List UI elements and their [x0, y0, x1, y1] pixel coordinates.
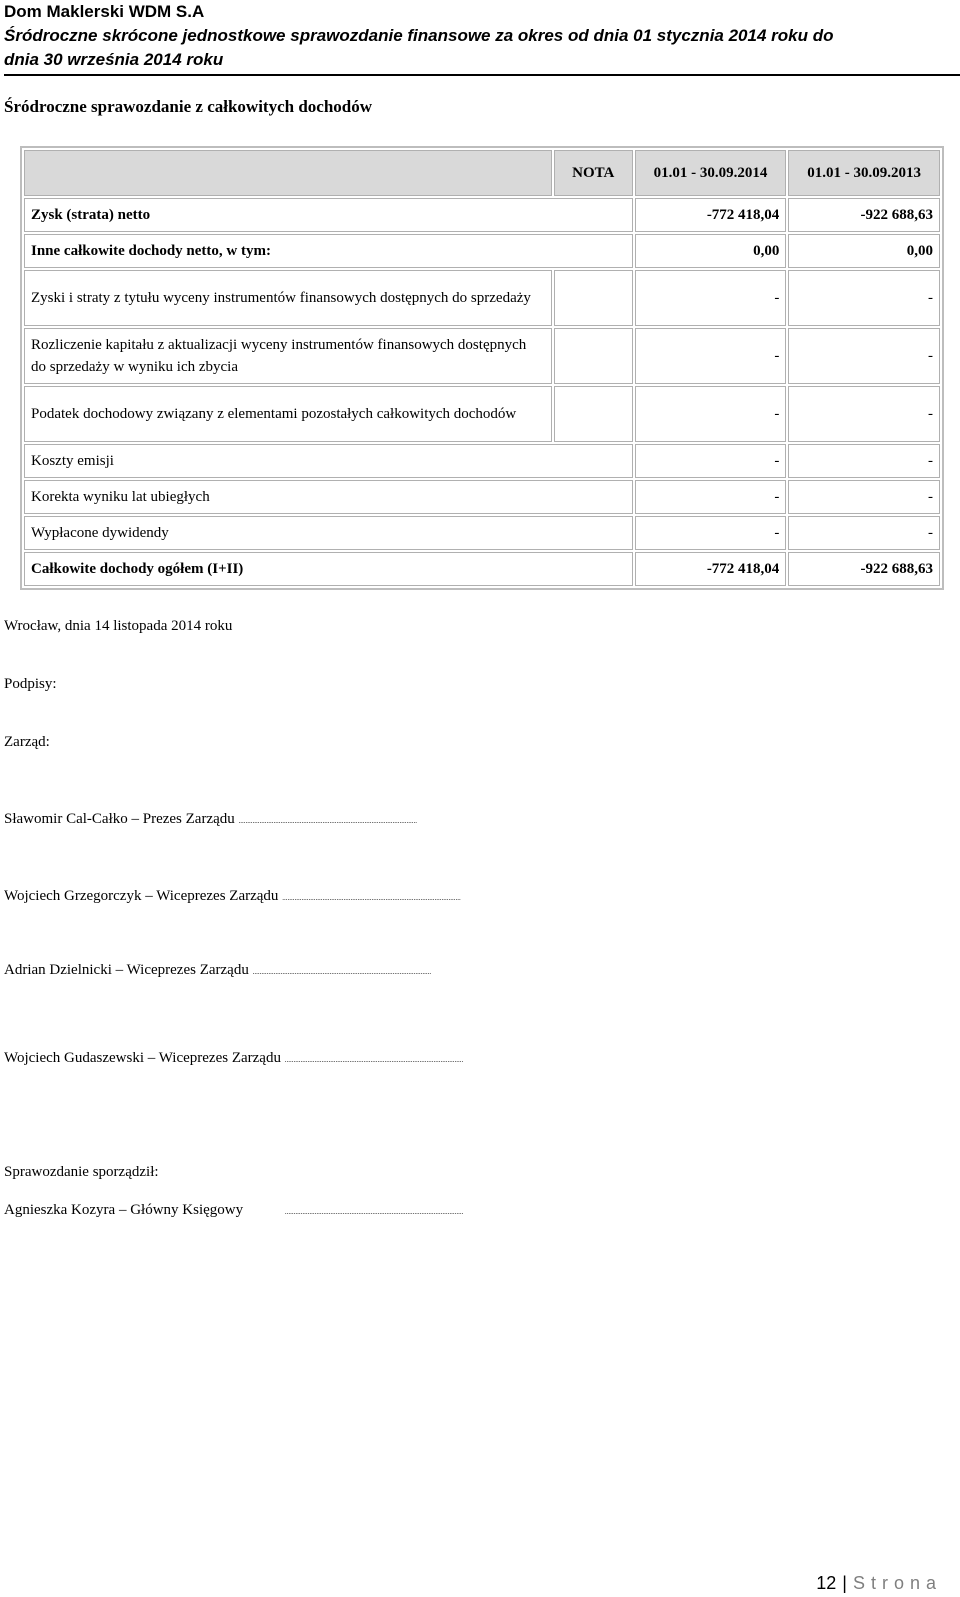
row-value-2013: - — [788, 444, 940, 478]
signature-dots: ...................................................................................................... — [284, 1056, 464, 1064]
footer-separator: | — [842, 1573, 847, 1593]
board-label: Zarząd: — [4, 734, 50, 750]
row-label: Rozliczenie kapitału z aktualizacji wyceny instrumentów finansowych dostępnych do sprzedaży w wyniku ich zbycia — [24, 328, 552, 384]
table-row — [24, 234, 940, 268]
preparer-name: Agnieszka Kozyra – Główny Księgowy — [4, 1202, 244, 1218]
table-row — [24, 552, 940, 586]
preparer-line — [4, 1202, 463, 1219]
signatures-label: Podpisy: — [4, 676, 57, 692]
row-label: Wypłacone dywidendy — [24, 516, 633, 550]
section-title: Śródroczne sprawozdanie z całkowitych dochodów — [4, 97, 373, 116]
table-row — [24, 386, 940, 442]
header-nota: NOTA — [554, 150, 633, 196]
signatory-line — [4, 962, 431, 979]
header-divider — [4, 74, 960, 76]
document-header — [4, 0, 960, 72]
row-nota — [554, 328, 633, 384]
table-row — [24, 480, 940, 514]
signatory-line — [4, 888, 461, 905]
signatory-name: Sławomir Cal-Całko – Prezes Zarządu — [4, 811, 235, 827]
prepared-by-label: Sprawozdanie sporządził: — [4, 1164, 159, 1180]
signatory-line — [4, 811, 417, 828]
signature-dots: ...................................................................................................... — [282, 894, 461, 902]
row-value-2014: - — [635, 480, 787, 514]
row-value-2013: 0,00 — [788, 234, 940, 268]
table-row — [24, 270, 940, 326]
row-label: Korekta wyniku lat ubiegłych — [24, 480, 633, 514]
comprehensive-income-table — [20, 146, 944, 590]
row-value-2014: - — [635, 328, 787, 384]
row-value-2014: - — [635, 444, 787, 478]
row-value-2013: - — [788, 386, 940, 442]
row-label: Podatek dochodowy związany z elementami pozostałych całkowitych dochodów — [24, 386, 552, 442]
row-value-2014: -772 418,04 — [635, 552, 787, 586]
row-label: Inne całkowite dochody netto, w tym: — [24, 234, 633, 268]
row-value-2014: - — [635, 270, 787, 326]
signatory-line — [4, 1050, 463, 1067]
row-value-2014: 0,00 — [635, 234, 787, 268]
report-title-line-1: Śródroczne skrócone jednostkowe sprawozdanie finansowe za okres od dnia 01 stycznia 2014 roku do — [4, 26, 834, 45]
page-number: 12 — [816, 1573, 837, 1593]
header-period-2013: 01.01 - 30.09.2013 — [788, 150, 940, 196]
signature-dots: ...................................................................................................... — [238, 817, 418, 825]
place-and-date: Wrocław, dnia 14 listopada 2014 roku — [4, 618, 233, 634]
row-value-2014: - — [635, 386, 787, 442]
row-label: Całkowite dochody ogółem (I+II) — [24, 552, 633, 586]
table-row — [24, 198, 940, 232]
row-value-2014: - — [635, 516, 787, 550]
signature-dots: ...................................................................................................... — [284, 1208, 464, 1216]
row-value-2013: - — [788, 480, 940, 514]
page-label: Strona — [852, 1573, 942, 1593]
row-value-2014: -772 418,04 — [635, 198, 787, 232]
row-value-2013: - — [788, 516, 940, 550]
signatory-name: Adrian Dzielnicki – Wiceprezes Zarządu — [4, 962, 249, 978]
row-value-2013: -922 688,63 — [788, 198, 940, 232]
table-row — [24, 444, 940, 478]
row-value-2013: - — [788, 270, 940, 326]
row-value-2013: -922 688,63 — [788, 552, 940, 586]
report-title-line-2: dnia 30 września 2014 roku — [4, 50, 224, 69]
row-nota — [554, 270, 633, 326]
page-footer — [816, 1573, 942, 1594]
row-label: Zyski i straty z tytułu wyceny instrumentów finansowych dostępnych do sprzedaży — [24, 270, 552, 326]
table-row — [24, 516, 940, 550]
row-label: Koszty emisji — [24, 444, 633, 478]
table-header-row — [24, 150, 940, 196]
company-name: Dom Maklerski WDM S.A — [4, 2, 205, 21]
header-blank-cell — [24, 150, 552, 196]
signatory-name: Wojciech Gudaszewski – Wiceprezes Zarządu — [4, 1050, 281, 1066]
row-value-2013: - — [788, 328, 940, 384]
signatory-name: Wojciech Grzegorczyk – Wiceprezes Zarządu — [4, 888, 279, 904]
signature-dots: ...................................................................................................... — [252, 968, 432, 976]
table-row — [24, 328, 940, 384]
row-label: Zysk (strata) netto — [24, 198, 633, 232]
header-period-2014: 01.01 - 30.09.2014 — [635, 150, 787, 196]
row-nota — [554, 386, 633, 442]
